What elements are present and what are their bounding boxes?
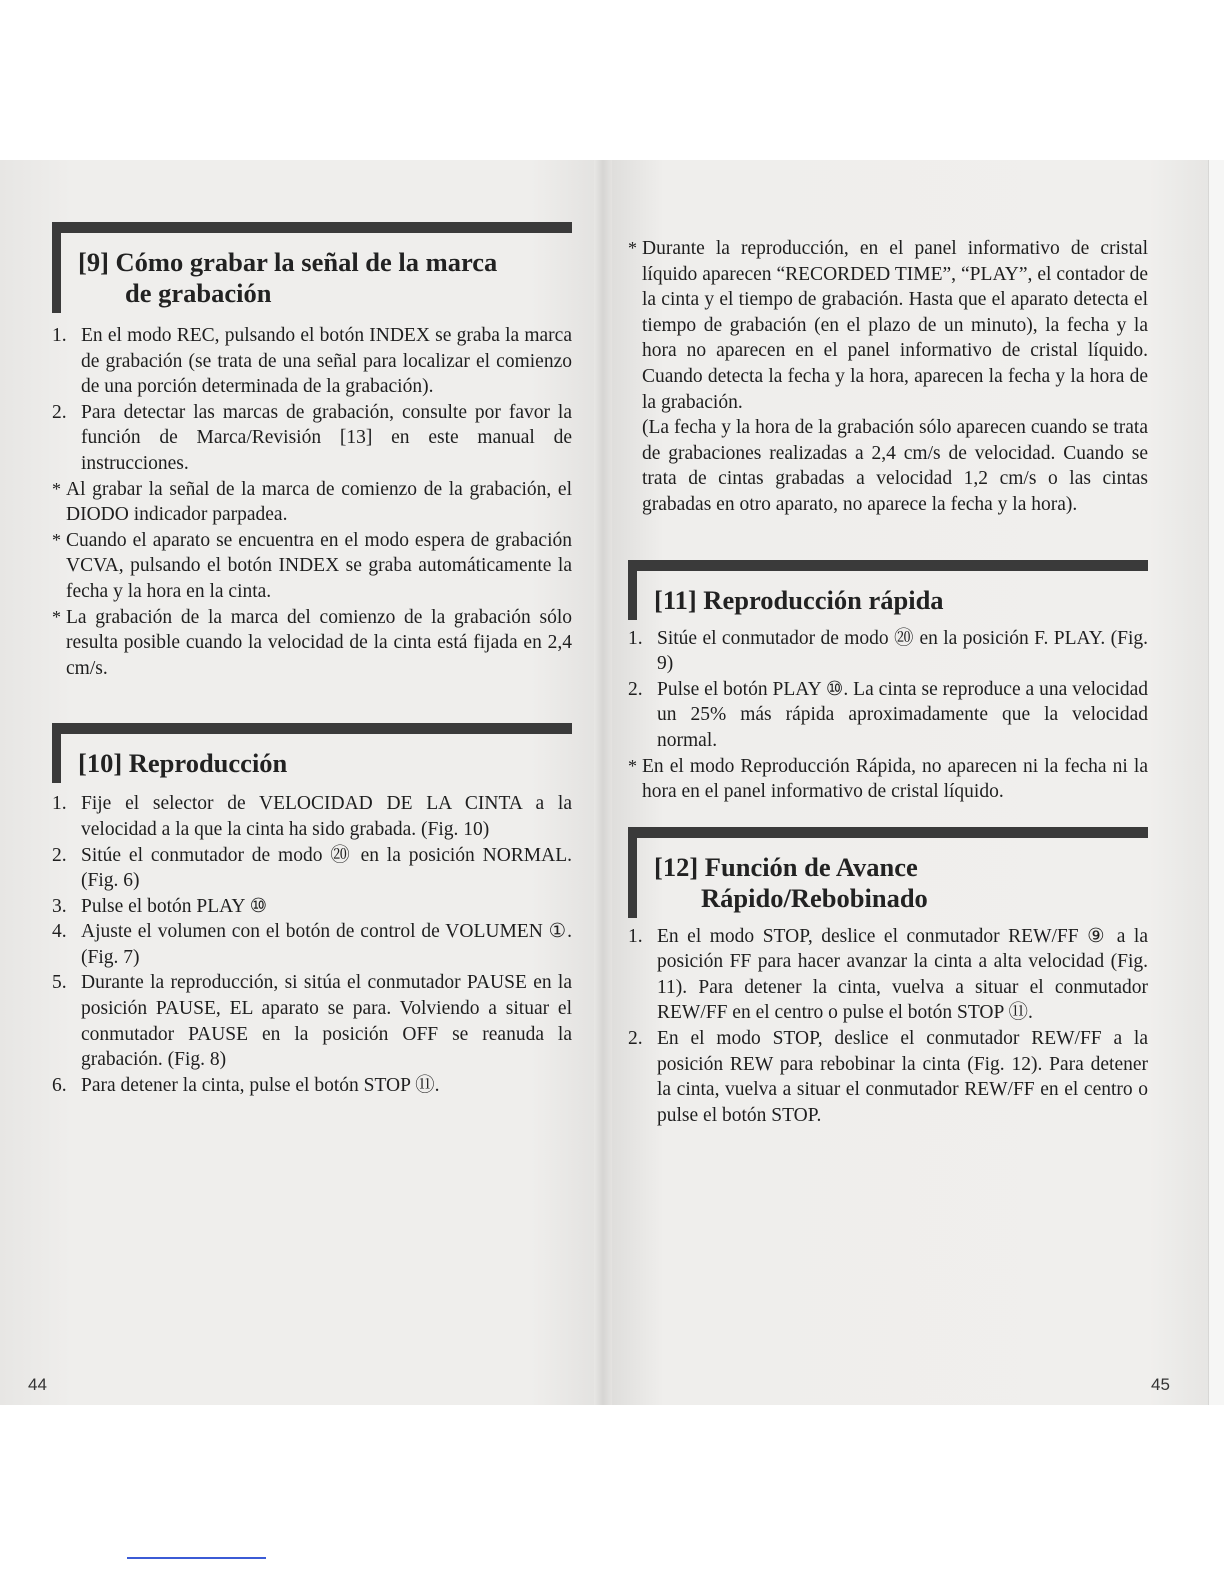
section-9-title-line2: de grabación xyxy=(125,278,272,308)
heading-side-bar xyxy=(52,723,61,783)
asterisk-icon: * xyxy=(52,529,61,550)
heading-side-bar xyxy=(52,222,61,313)
step-text: Durante la reproducción, si sitúa el conmutador PAUSE en la posición PAUSE, EL aparato se para. Volviendo a situar el conmutador PAUSE en la posición OFF se reanuda la grabación. (Fig. 8) xyxy=(81,972,572,1071)
heading-side-bar xyxy=(628,560,637,620)
book-gutter xyxy=(594,160,612,1405)
right-column xyxy=(628,236,1148,1128)
step-number: 2. xyxy=(52,844,67,866)
section-11-title: [11] Reproducción rápida xyxy=(654,584,944,615)
section-11-heading xyxy=(628,560,1148,620)
list-item xyxy=(52,843,572,894)
list-item xyxy=(628,924,1148,1026)
asterisk-icon: * xyxy=(628,238,637,258)
list-item xyxy=(52,894,572,920)
asterisk-icon: * xyxy=(52,478,61,499)
note-text: En el modo Reproducción Rápida, no aparecen ni la fecha ni la hora en el panel informativo de cristal líquido. xyxy=(642,755,1148,803)
heading-bar xyxy=(52,222,572,233)
section-10-title: [10] Reproducción xyxy=(78,748,288,779)
section-12-heading xyxy=(628,827,1148,918)
page-edge xyxy=(1208,160,1224,1405)
section-11-steps xyxy=(628,626,1148,805)
page-number-right: 45 xyxy=(1151,1375,1170,1394)
note-item xyxy=(52,477,572,528)
step-text: Pulse el botón PLAY ⑩. La cinta se reproduce a una velocidad un 25% más rápida aproximadamente que la velocidad normal. xyxy=(657,678,1148,751)
step-text: Pulse el botón PLAY ⑩ xyxy=(81,895,268,917)
step-text: En el modo STOP, deslice el conmutador REW/FF ⑨ a la posición FF para hacer avanzar la cinta a alta velocidad (Fig. 11). Para detener la cinta, vuelva a situar el conmutador REW/FF en el centro o pulse el botón STOP ⑪. xyxy=(657,925,1148,1024)
list-item xyxy=(52,323,572,400)
note-item xyxy=(52,605,572,682)
heading-side-bar xyxy=(628,827,637,918)
step-number: 1. xyxy=(628,627,643,649)
section-12-title-line2: Rápido/Rebobinado xyxy=(701,882,928,913)
step-text: Sitúe el conmutador de modo ⑳ en la posición NORMAL. (Fig. 6) xyxy=(81,844,572,892)
step-number: 2. xyxy=(628,678,643,700)
note-item xyxy=(628,236,1148,415)
page-number-left: 44 xyxy=(28,1375,47,1394)
heading-bar xyxy=(628,827,1148,838)
asterisk-icon: * xyxy=(628,755,637,776)
step-text: En el modo STOP, deslice el conmutador REW/FF a la posición REW para rebobinar la cinta (Fig. 12). Para detener la cinta, vuelva a situar el conmutador REW/FF en el centro o pulse el botón STOP. xyxy=(657,1028,1148,1126)
section-12-title xyxy=(628,838,1148,918)
step-text: Ajuste el volumen con el botón de control de VOLUMEN ①. (Fig. 7) xyxy=(81,921,572,968)
section-12-steps xyxy=(628,924,1148,1129)
step-number: 3. xyxy=(52,895,67,917)
left-column xyxy=(52,222,572,1098)
note-item xyxy=(52,528,572,605)
section-9-steps xyxy=(52,323,572,681)
step-number: 6. xyxy=(52,1074,67,1096)
step-text: Para detener la cinta, pulse el botón STOP ⑪. xyxy=(81,1074,440,1096)
step-number: 2. xyxy=(628,1028,643,1050)
underline-link-mark xyxy=(127,1557,266,1559)
section-10-heading xyxy=(52,723,572,783)
section-12-title-line1: [12] Función de Avance xyxy=(654,851,918,882)
section-9-heading xyxy=(52,222,572,313)
step-text: Fije el selector de VELOCIDAD DE LA CINTA a la velocidad a la que la cinta ha sido grabada. (Fig. 10) xyxy=(81,793,572,840)
list-item xyxy=(52,919,572,970)
note-text: Durante la reproducción, en el panel informativo de cristal líquido aparecen “RECORDED TIME”, “PLAY”, el contador de la cinta y el tiempo de grabación. Hasta que el aparato detecta el tiempo de grabación (en el plazo de un minuto), la fecha y la hora no aparecen en el panel informativo de cristal líquido. Cuando detecta la fecha y la hora, aparecen la fecha y la hora de la grabación. xyxy=(642,238,1148,413)
step-text: En el modo REC, pulsando el botón INDEX se graba la marca de grabación (se trata de una señal para localizar el comienzo de una porción determinada de la grabación). xyxy=(81,325,572,398)
step-number: 1. xyxy=(52,325,67,346)
section-10-steps xyxy=(52,791,572,1098)
section-9-title-line1: [9] Cómo grabar la señal de la marca xyxy=(78,247,498,277)
step-text: Para detectar las marcas de grabación, consulte por favor la función de Marca/Revisión [13] en este manual de instrucciones. xyxy=(81,401,572,474)
note-item xyxy=(628,754,1148,805)
list-item xyxy=(628,677,1148,754)
note-text: La grabación de la marca del comienzo de la grabación sólo resulta posible cuando la velocidad de la cinta está fijada en 2,4 cm/s. xyxy=(66,606,572,679)
heading-bar xyxy=(52,723,572,734)
step-text: Sitúe el conmutador de modo ⑳ en la posición F. PLAY. (Fig. 9) xyxy=(657,627,1148,675)
step-number: 1. xyxy=(52,793,67,815)
asterisk-icon: * xyxy=(52,606,61,627)
step-number: 2. xyxy=(52,401,67,423)
list-item xyxy=(628,1026,1148,1128)
list-item xyxy=(52,791,572,842)
step-number: 4. xyxy=(52,921,67,943)
section-9-title xyxy=(52,233,572,313)
list-item xyxy=(628,626,1148,677)
step-number: 5. xyxy=(52,972,67,994)
step-number: 1. xyxy=(628,925,643,947)
list-item xyxy=(52,1073,572,1099)
note-text: Cuando el aparato se encuentra en el modo espera de grabación VCVA, pulsando el botón INDEX se graba automáticamente la fecha y la hora en la cinta. xyxy=(66,529,572,602)
paragraph: (La fecha y la hora de la grabación sólo aparecen cuando se trata de grabaciones realizadas a 2,4 cm/s de velocidad. Cuando se trata de cintas grabadas a velocidad 1,2 cm/s o las cintas grabadas en otro aparato, no aparece la fecha y la hora). xyxy=(642,417,1148,515)
note-text: Al grabar la señal de la marca de comienzo de la grabación, el DIODO indicador parpadea. xyxy=(66,478,572,526)
heading-bar xyxy=(628,560,1148,571)
list-item xyxy=(52,400,572,477)
list-item xyxy=(52,970,572,1072)
